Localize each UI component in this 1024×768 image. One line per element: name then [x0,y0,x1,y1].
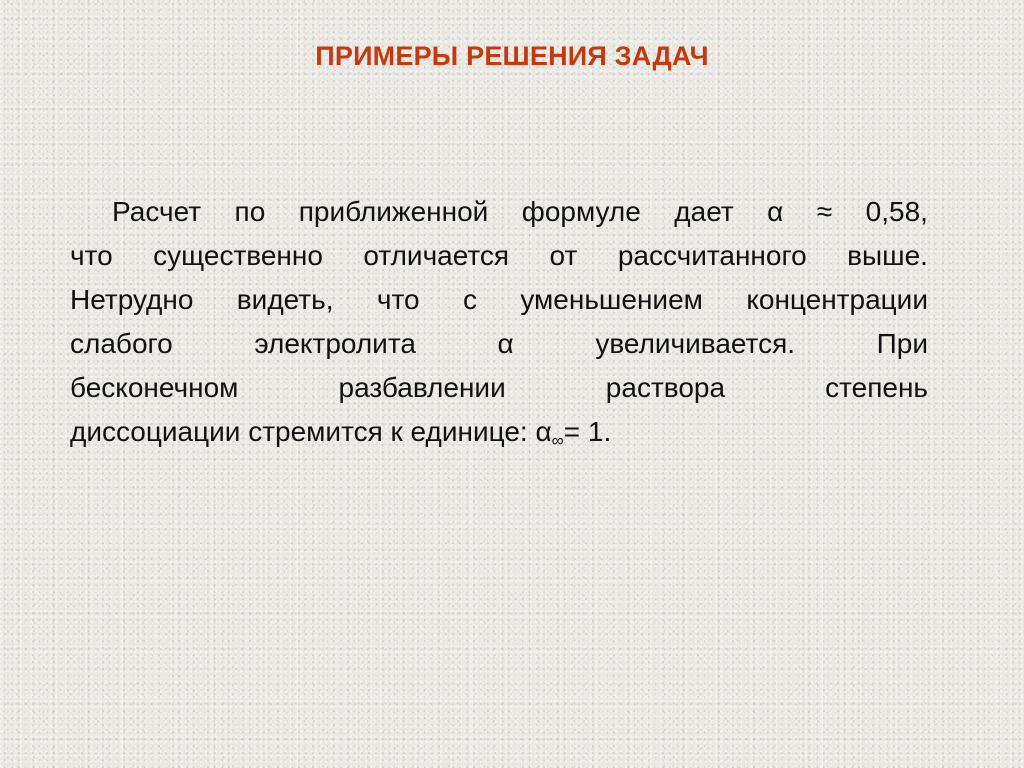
background-grid-line [0,172,1024,173]
word: формуле [521,196,641,227]
word: что [376,284,420,315]
word: бесконечном [70,372,239,403]
paragraph-line-4 [70,322,928,366]
background-grid-line [0,522,1024,523]
word: электролита [254,328,416,359]
word: Нетрудно [70,284,194,315]
word: концентрации [746,284,928,315]
background-grid-line [997,0,998,768]
word: что [70,240,113,271]
slide-title: ПРИМЕРЫ РЕШЕНИЯ ЗАДАЧ [315,41,709,71]
paragraph-line-2 [70,234,928,278]
word: выше. [847,240,928,271]
paragraph-line-3 [70,278,928,322]
paragraph-line-6 [70,410,928,463]
word: ≈ [816,196,833,227]
word: видеть, [236,284,334,315]
word: существенно [153,240,323,271]
word: уменьшением [520,284,703,315]
word: отличается [363,240,510,271]
word: от [549,240,578,271]
word: 0,58, [865,196,928,227]
background-grid-line [0,697,1024,698]
word: Расчет [112,196,202,227]
line-text: диссоциации стремится к единице: α [70,416,552,447]
slide-body-paragraph [70,190,928,463]
word: степень [825,372,928,403]
word: рассчитанного [617,240,807,271]
paragraph-line-5 [70,366,928,410]
word: слабого [70,328,173,359]
infinity-subscript: ∞ [551,431,564,450]
word: по [234,196,266,227]
word: При [876,328,928,359]
word: α [497,328,514,359]
word: с [462,284,477,315]
word: α [767,196,784,227]
word: дает [674,196,734,227]
line-tail: = 1. [563,416,612,447]
word: приближенной [298,196,489,227]
word: раствора [605,372,726,403]
word: разбавлении [338,372,506,403]
paragraph-line-1 [70,190,928,234]
word: увеличивается. [595,328,796,359]
